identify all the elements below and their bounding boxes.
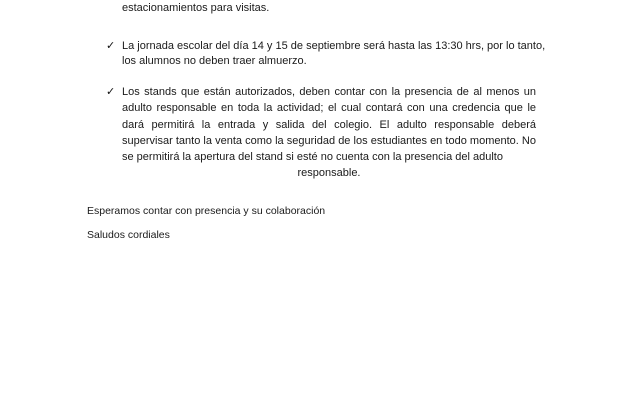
closing-line-2: Saludos cordiales (87, 229, 170, 241)
bullet-1-text: estacionamientos para visitas. (122, 2, 270, 14)
bullet-3-paragraph (122, 84, 536, 182)
bullet-2-line-2: los alumnos no deben traer almuerzo. (122, 55, 307, 67)
check-icon: ✓ (106, 86, 116, 98)
bullet-2-line-1: La jornada escolar del día 14 y 15 de septiembre será hasta las 13:30 hrs, por lo tanto, (122, 40, 546, 52)
check-icon: ✓ (106, 40, 116, 52)
bullet-3-last-line: responsable. (297, 167, 361, 180)
bullet-3-body: Los stands que están autorizados, deben contar con la presencia de al menos un adulto responsable en toda la actividad; el cual contará con una credencia que le dará permitirá la entrada y salida del colegio. El adulto responsable deberá supervisar tanto la venta como la seguridad de los estudiantes en todo momento. No se permitirá la apertura del stand si esté no cuenta con la presencia del adulto (122, 86, 536, 164)
closing-line-1: Esperamos contar con presencia y su colaboración (87, 205, 326, 217)
